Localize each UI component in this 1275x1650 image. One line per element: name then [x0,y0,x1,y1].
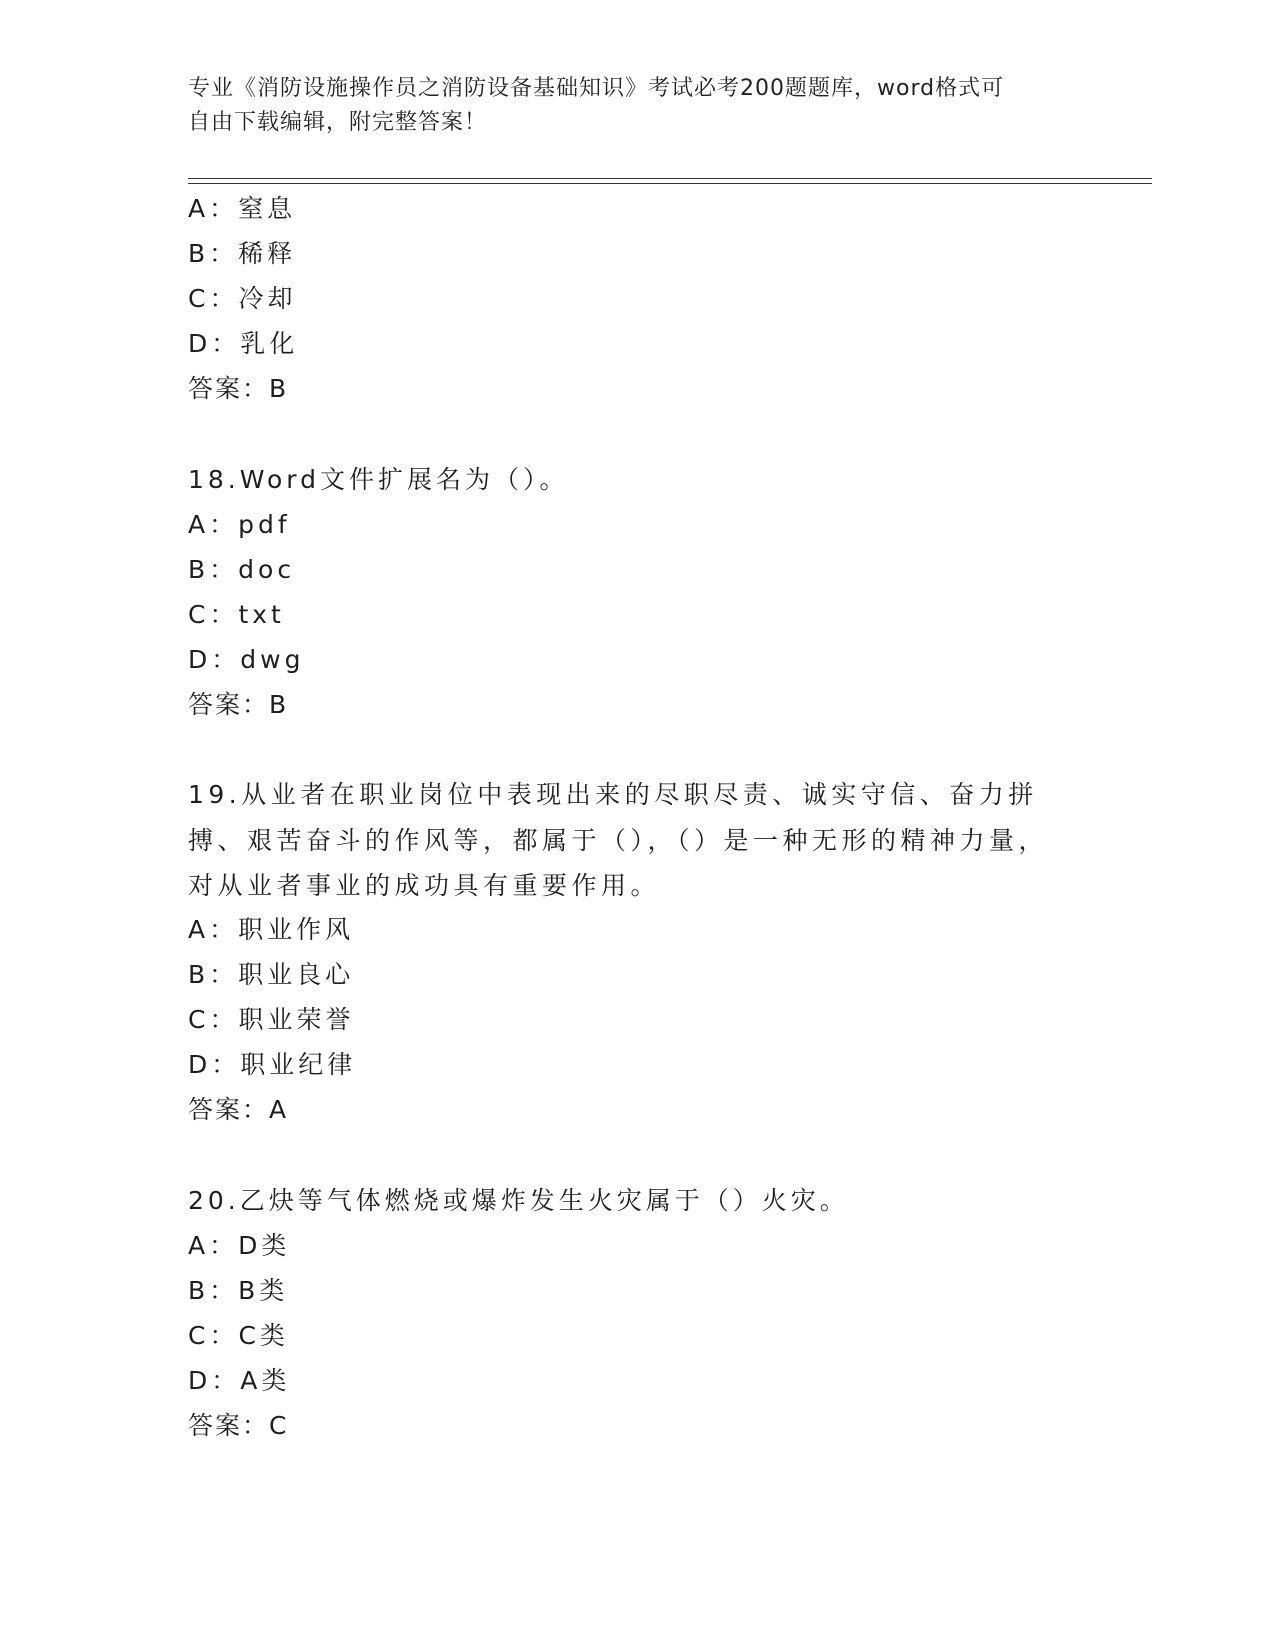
header-title-line-1: 专业《消防设施操作员之消防设备基础知识》考试必考200题题库，word格式可 [188,76,1005,101]
q18-option-c: C：txt [188,600,285,629]
q19-option-d: D：职业纪律 [188,1050,357,1079]
q19-option-c: C：职业荣誉 [188,1005,355,1034]
q17-option-b: B：稀释 [188,239,297,268]
q19-question: 19.从业者在职业岗位中表现出来的尽职尽责、诚实守信、奋力拼搏、艰苦奋斗的作风等，都属于（），（）是一种无形的精神力量，对从业者事业的成功具有重要作用。 [188,780,1049,900]
q19-option-a: A：职业作风 [188,915,355,944]
q17-option-d: D：乳化 [188,329,299,358]
q20-option-c: C：C类 [188,1321,289,1350]
q19-answer: 答案：A [188,1095,289,1124]
q20-option-a: A：D类 [188,1231,291,1260]
q18-question: 18.Word文件扩展名为（）。 [188,465,569,494]
q19-option-b: B：职业良心 [188,960,355,989]
q17-answer: 答案：B [188,374,289,403]
q20-option-b: B：B类 [188,1276,289,1305]
q20-answer: 答案：C [188,1411,289,1440]
header-title-line-2: 自由下载编辑，附完整答案！ [188,110,488,135]
q18-answer: 答案：B [188,690,289,719]
q17-option-c: C：冷却 [188,284,297,313]
header-divider-top [188,178,1152,179]
q18-option-d: D：dwg [188,645,305,674]
q18-option-a: A：pdf [188,510,291,539]
q17-option-a: A：窒息 [188,194,297,223]
document-header [188,72,1068,140]
header-divider-bottom [188,183,1152,184]
q20-question: 20.乙炔等气体燃烧或爆炸发生火灾属于（）火灾。 [188,1186,849,1215]
q18-option-b: B：doc [188,555,296,584]
q20-option-d: D：A类 [188,1366,291,1395]
